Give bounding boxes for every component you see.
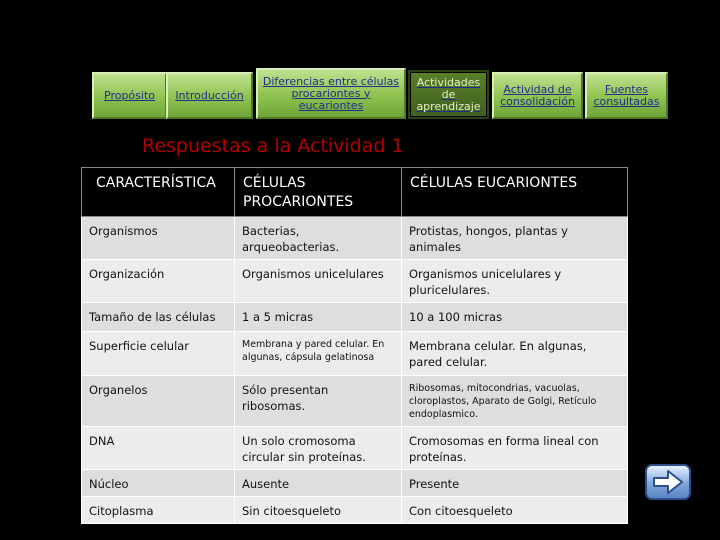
table-cell: Superficie celular	[82, 332, 235, 376]
table-cell: Sin citoesqueleto	[235, 497, 402, 524]
page-title: Respuestas a la Actividad 1	[142, 135, 404, 157]
tab-fuentes[interactable]	[585, 72, 668, 119]
tab-introduccion[interactable]	[166, 72, 253, 119]
tab-label: Introducción	[175, 88, 244, 102]
table-cell: Sólo presentan ribosomas.	[235, 376, 402, 427]
table-cell: Un solo cromosoma circular sin proteínas.	[235, 427, 402, 470]
table-cell: Ribosomas, mitocondrias, vacuolas, cloroplastos, Aparato de Golgi, Retículo endoplasmico.	[402, 376, 628, 427]
column-header: CÉLULAS PROCARIONTES	[235, 168, 402, 217]
table-cell: Organización	[82, 260, 235, 303]
table-cell: Citoplasma	[82, 497, 235, 524]
table-cell: Tamaño de las células	[82, 303, 235, 332]
table-cell: DNA	[82, 427, 235, 470]
next-button[interactable]	[645, 464, 691, 500]
comparison-table	[81, 167, 628, 524]
tab-label: Actividades de aprendizaje	[416, 75, 481, 113]
table-cell: Núcleo	[82, 470, 235, 497]
tab-label: Fuentes consultadas	[593, 82, 660, 108]
table-cell: Bacterias, arqueobacterias.	[235, 217, 402, 260]
column-header: CÉLULAS EUCARIONTES	[402, 168, 628, 217]
arrow-right-icon	[651, 469, 685, 495]
tab-diferencias[interactable]	[256, 68, 406, 119]
table-row	[82, 376, 628, 427]
table-row	[82, 217, 628, 260]
tab-label: Actividad de consolidación	[500, 82, 575, 108]
table-cell: Organelos	[82, 376, 235, 427]
table-row	[82, 497, 628, 524]
table-cell: Organismos unicelulares	[235, 260, 402, 303]
tab-actividades[interactable]	[408, 70, 489, 119]
table-cell: Organismos unicelulares y pluricelulares.	[402, 260, 628, 303]
table-cell: 1 a 5 micras	[235, 303, 402, 332]
table-row	[82, 332, 628, 376]
table-cell: Presente	[402, 470, 628, 497]
table-cell: 10 a 100 micras	[402, 303, 628, 332]
table-header-row	[82, 168, 628, 217]
table-row	[82, 427, 628, 470]
tab-label: Diferencias entre células procariontes y eucariontes	[262, 74, 400, 112]
tab-proposito[interactable]	[92, 72, 167, 119]
table-cell: Membrana celular. En algunas, pared celular.	[402, 332, 628, 376]
table-row	[82, 303, 628, 332]
table-row	[82, 260, 628, 303]
table-cell: Membrana y pared celular. En algunas, cápsula gelatinosa	[235, 332, 402, 376]
table-cell: Protistas, hongos, plantas y animales	[402, 217, 628, 260]
column-header: CARACTERÍSTICA	[82, 168, 235, 217]
table-cell: Cromosomas en forma lineal con proteínas.	[402, 427, 628, 470]
table-cell: Con citoesqueleto	[402, 497, 628, 524]
table-row	[82, 470, 628, 497]
tab-label: Propósito	[104, 88, 155, 102]
tab-actividad-consolidacion[interactable]	[492, 72, 583, 119]
table-cell: Ausente	[235, 470, 402, 497]
table-cell: Organismos	[82, 217, 235, 260]
